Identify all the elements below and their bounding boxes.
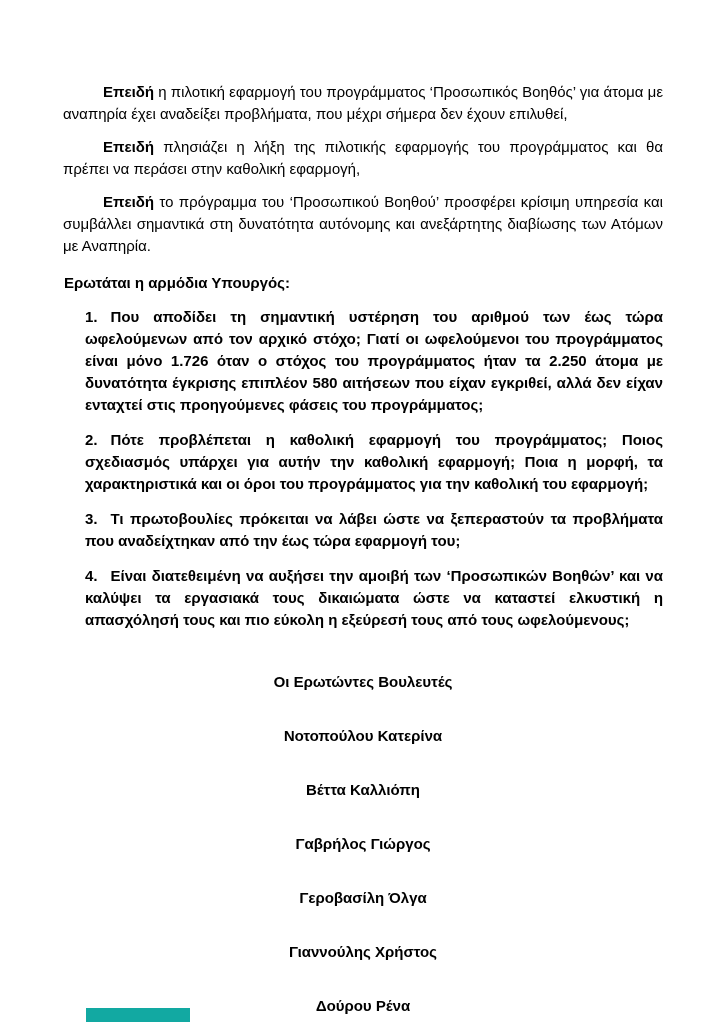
question-item-1 xyxy=(85,307,663,417)
signature-name: Νοτοπούλου Κατερίνα xyxy=(283,728,443,745)
paragraph-text: πλησιάζει η λήξη της πιλοτικής εφαρμογής του προγράμματος και θα πρέπει να περάσει στην καθολική εφαρμογή, xyxy=(63,139,664,178)
question-text: Πότε προβλέπεται η καθολική εφαρμογή του προγράμματος; Ποιος σχεδιασμός υπάρχει για αυτήν την καθολική εφαρμογή; Ποια η μορφή, τα χαρακτηριστικά και οι όροι του προγράμματος για την καθολική του εφαρμογή; xyxy=(85,432,663,493)
signature-name: Γεροβασίλη Όλγα xyxy=(299,890,427,907)
footer-teal-bar xyxy=(86,1008,190,1022)
paragraph-lead-word: Επειδή xyxy=(103,139,155,156)
paragraph-whereas-3 xyxy=(63,192,663,258)
question-number: 2. xyxy=(85,432,98,449)
signatures-heading: Οι Ερωτώντες Βουλευτές xyxy=(273,674,453,691)
signature-name: Γιαννούλης Χρήστος xyxy=(289,944,437,961)
signature-name: Βέττα Καλλιόπη xyxy=(306,782,420,799)
question-number: 1. xyxy=(85,309,98,326)
paragraph-lead-word: Επειδή xyxy=(103,194,155,211)
paragraph-text: η πιλοτική εφαρμογή του προγράμματος ‘Προσωπικός Βοηθός’ για άτομα με αναπηρία έχει αναδείξει προβλήματα, που μέχρι σήμερα δεν έχουν επιλυθεί, xyxy=(63,84,664,123)
paragraph-whereas-2 xyxy=(63,137,663,181)
signature-name: Δούρου Ρένα xyxy=(315,998,411,1015)
paragraph-whereas-1 xyxy=(63,82,663,126)
question-intro-heading: Ερωτάται η αρμόδια Υπουργός: xyxy=(64,275,290,292)
signature-name: Γαβρήλος Γιώργος xyxy=(295,836,431,853)
question-item-4 xyxy=(85,566,663,632)
question-item-2 xyxy=(85,430,663,496)
question-item-3 xyxy=(85,509,663,553)
paragraph-lead-word: Επειδή xyxy=(103,84,155,101)
signature-block xyxy=(63,674,663,1015)
question-text: Που αποδίδει τη σημαντική υστέρηση του αριθμού των έως τώρα ωφελούμενων από τον αρχικό στόχο; Γιατί οι ωφελούμενοι του προγράμματος είναι μόνο 1.726 όταν ο στόχος του προγράμματος ήταν τα 2.250 άτομα με δυνατότητα έγκρισης επιπλέον 580 αιτήσεων που είχαν εγκριθεί, αλλά δεν είχαν ενταχτεί στις προηγούμενες φάσεις του προγράμματος; xyxy=(85,309,663,414)
question-number: 3. xyxy=(85,511,98,528)
paragraph-text: το πρόγραμμα του ‘Προσωπικού Βοηθού’ προσφέρει κρίσιμη υπηρεσία και συμβάλλει σημαντικά στη δυνατότητα αυτόνομης και ανεξάρτητης διαβίωσης των Ατόμων με Αναπηρία. xyxy=(63,194,664,255)
question-text: Είναι διατεθειμένη να αυξήσει την αμοιβή των ‘Προσωπικών Βοηθών’ και να καλύψει τα εργασιακά τους δικαιώματα ώστε να καταστεί ελκυστική η απασχόλησή τους και πιο εύκολη η εξεύρεσή τους από τους ωφελούμενους; xyxy=(85,568,663,629)
question-list xyxy=(63,307,663,632)
question-text: Τι πρωτοβουλίες πρόκειται να λάβει ώστε να ξεπεραστούν τα προβλήματα που αναδείχτηκαν από την έως τώρα εφαρμογή του; xyxy=(85,511,663,550)
question-number: 4. xyxy=(85,568,98,585)
